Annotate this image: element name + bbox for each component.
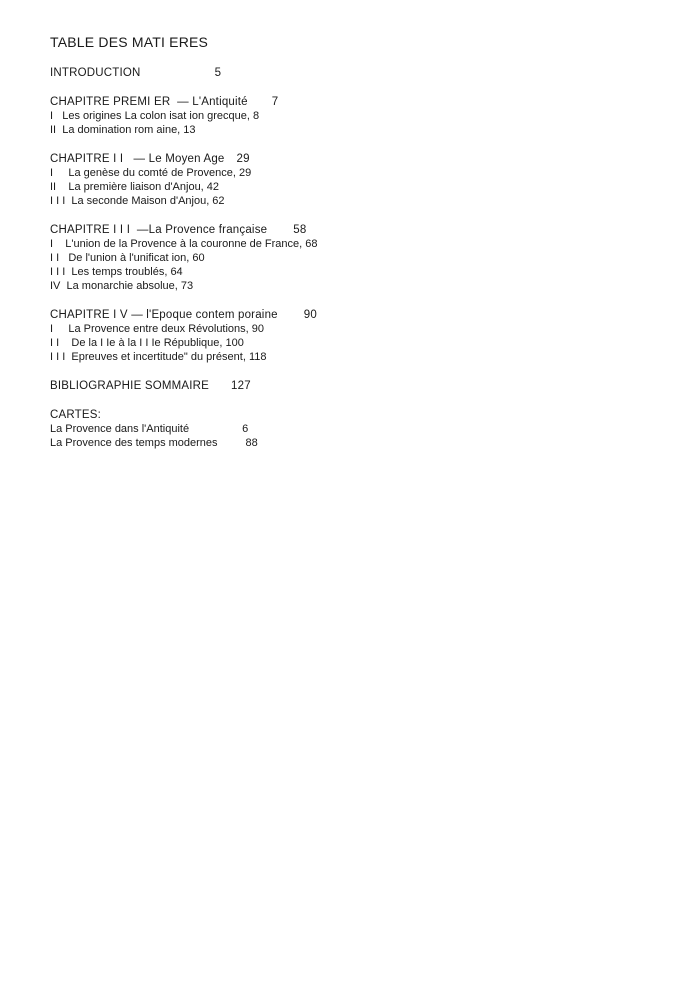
introduction-page: 5 (214, 67, 222, 79)
map-entry (50, 422, 670, 436)
chapter-1-page: 7 (271, 96, 279, 108)
bibliography-page: 127 (231, 380, 251, 392)
chapter-2-item: I La genèse du comté de Provence, 29 (50, 167, 252, 179)
chapter-2-item: II La première liaison d'Anjou, 42 (50, 181, 220, 193)
page-title: TABLE DES MATI ERES (50, 34, 209, 50)
map-label: La Provence dans l'Antiquité (50, 423, 190, 435)
chapter-4-heading (50, 308, 670, 322)
bibliography-entry (50, 379, 670, 393)
chapter-4-title: CHAPITRE I V — l'Epoque contem poraine (50, 309, 278, 321)
chapter-1-heading (50, 95, 670, 109)
bibliography-section (50, 379, 670, 393)
chapter-4-item: I I De la I Ie à la I I Ie République, 100 (50, 337, 244, 349)
chapter-1-title: CHAPITRE PREMI ER — L'Antiquité (50, 96, 248, 108)
chapter-3-page: 58 (293, 224, 307, 236)
chapter-2-section (50, 152, 670, 208)
chapter-2-heading (50, 152, 670, 166)
chapter-3-item: IV La monarchie absolue, 73 (50, 280, 194, 292)
chapter-4-section (50, 308, 670, 364)
chapter-2-item: I I I La seconde Maison d'Anjou, 62 (50, 195, 225, 207)
chapter-4-page: 90 (303, 309, 317, 321)
chapter-3-item: I I De l'union à l'unificat ion, 60 (50, 252, 205, 264)
map-page: 6 (242, 423, 249, 435)
chapter-1-item: II La domination rom aine, 13 (50, 124, 196, 136)
introduction-label: INTRODUCTION (50, 67, 141, 79)
chapter-3-item: I L'union de la Provence à la couronne de France, 68 (50, 238, 318, 250)
introduction-entry (50, 66, 670, 80)
maps-heading: CARTES: (50, 409, 102, 421)
chapter-2-page: 29 (236, 153, 250, 165)
chapter-2-title: CHAPITRE I I — Le Moyen Age (50, 153, 225, 165)
table-of-contents (50, 34, 670, 465)
introduction-section (50, 66, 670, 80)
chapter-4-item: I La Provence entre deux Révolutions, 90 (50, 323, 265, 335)
chapter-3-heading (50, 223, 670, 237)
chapter-1-item: I Les origines La colon isat ion grecque, 8 (50, 110, 260, 122)
chapter-3-section (50, 223, 670, 293)
map-label: La Provence des temps modernes (50, 437, 218, 449)
chapter-1-section (50, 95, 670, 137)
chapter-3-title: CHAPITRE I I I —La Provence française (50, 224, 268, 236)
maps-section (50, 408, 670, 450)
map-page: 88 (245, 437, 258, 449)
chapter-3-item: I I I Les temps troublés, 64 (50, 266, 183, 278)
chapter-4-item: I I I Epreuves et incertitude" du présent, 118 (50, 351, 267, 363)
map-entry (50, 436, 670, 450)
bibliography-label: BIBLIOGRAPHIE SOMMAIRE (50, 380, 210, 392)
